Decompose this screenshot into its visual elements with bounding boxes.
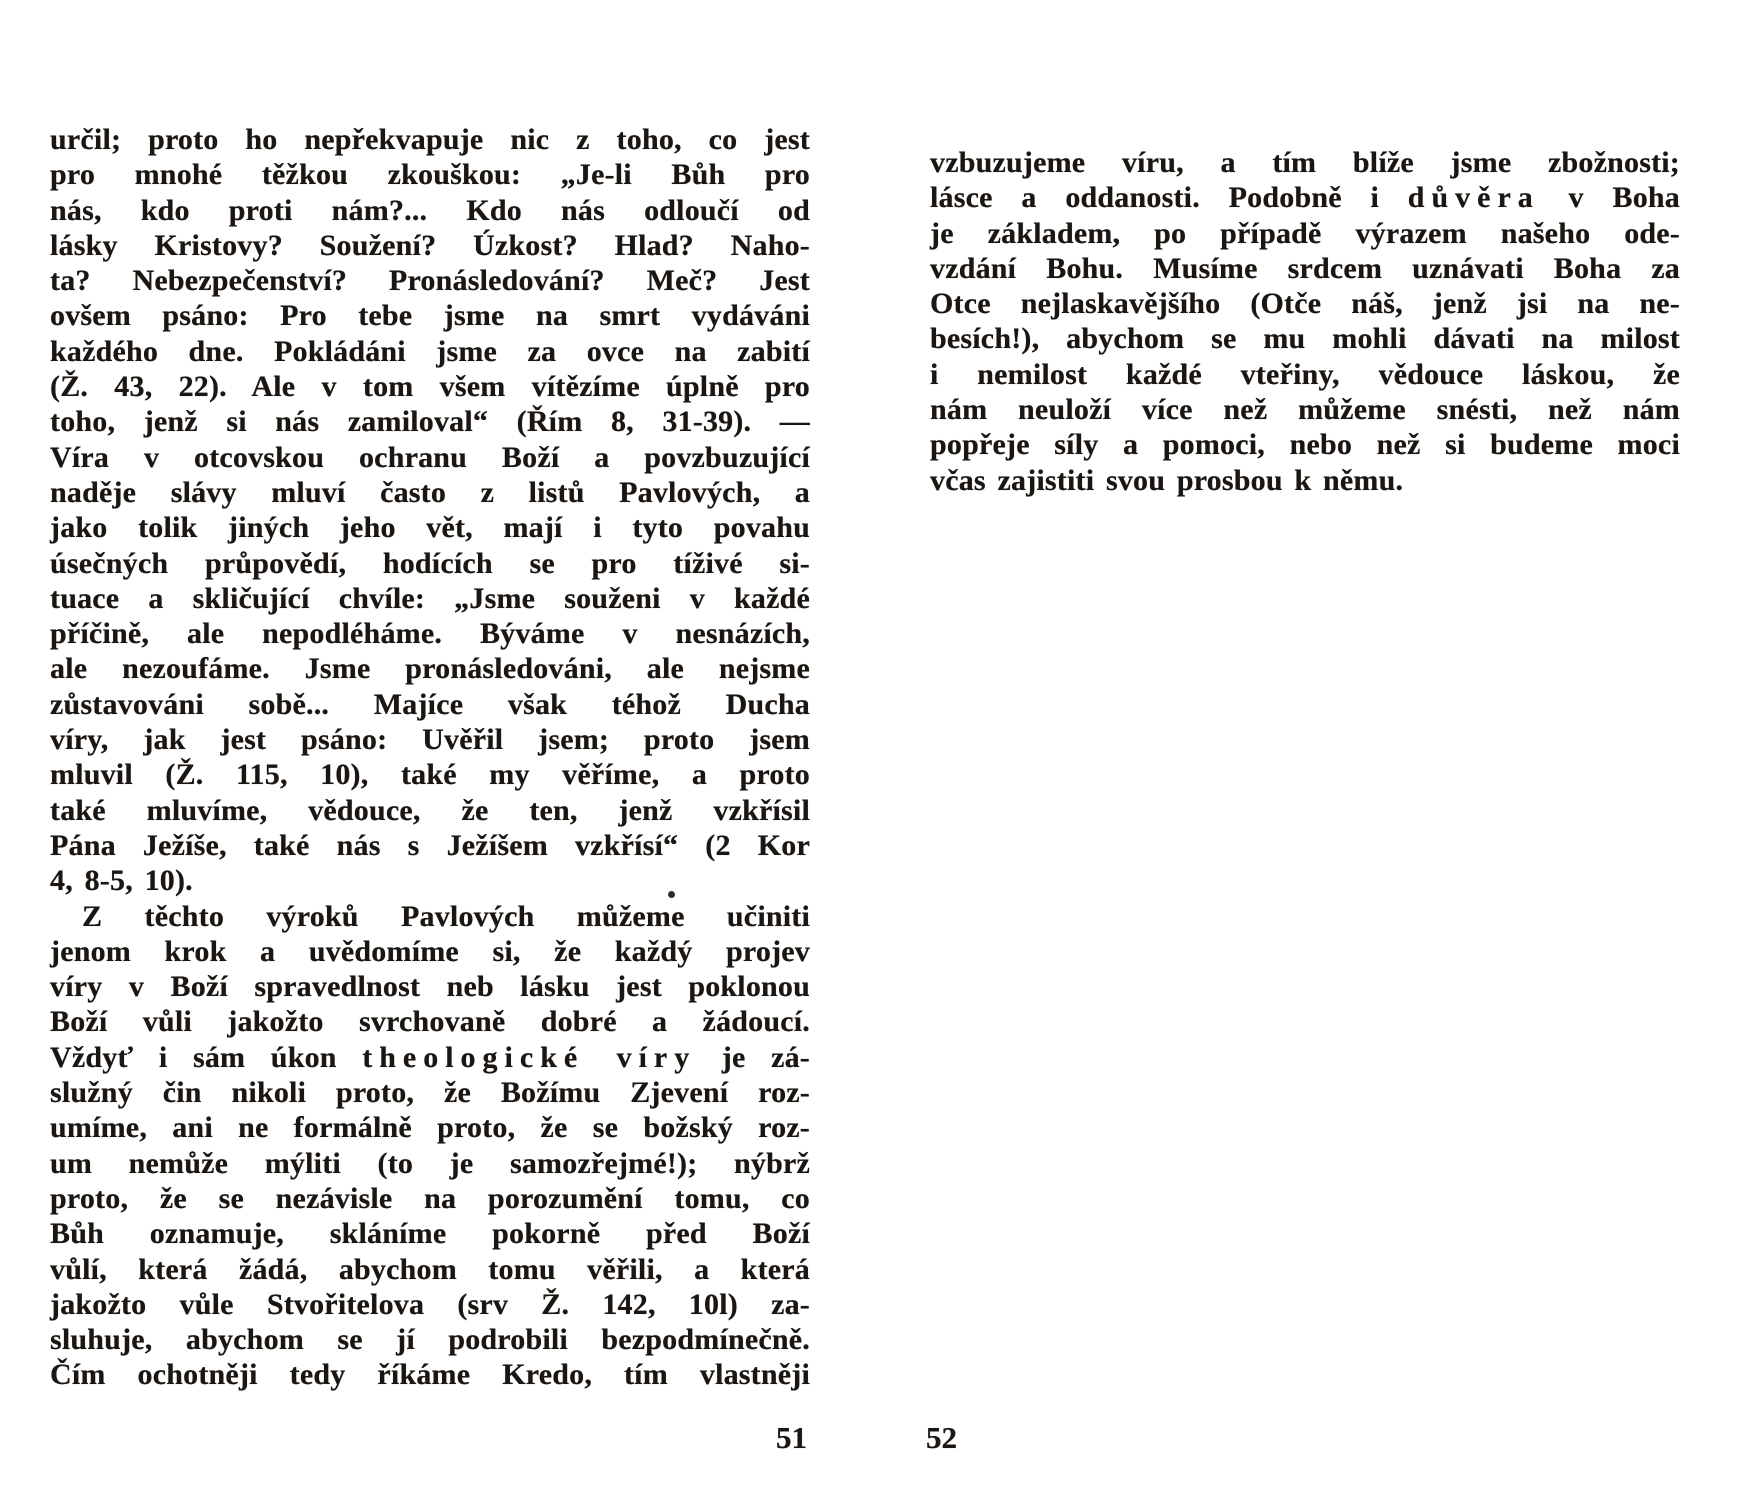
- text-line: mluvil (Ž. 115, 10), také my věříme, a proto: [50, 758, 810, 792]
- text-line: i nemilost každé vteřiny, vědouce láskou, že: [930, 357, 1680, 391]
- text-line: Z těchto výroků Pavlových můžeme učiniti: [82, 899, 810, 933]
- text-line: vzdání Bohu. Musíme srdcem uznávati Boha za: [930, 251, 1680, 285]
- text-line: každého dne. Pokládáni jsme za ovce na zabití: [50, 334, 810, 368]
- text-line: víry v Boží spravedlnost neb lásku jest poklonou: [50, 970, 810, 1004]
- text-line: Pána Ježíše, také nás s Ježíšem vzkřísí“ (2 Kor: [50, 828, 810, 862]
- text-line: nás, kdo proti nám?... Kdo nás odloučí od: [50, 193, 810, 227]
- text-line: jenom krok a uvědomíme si, že každý projev: [50, 934, 810, 968]
- text-line: zůstavováni sobě... Majíce však téhož Ducha: [50, 687, 810, 721]
- text-line: naděje slávy mluví často z listů Pavlových, a: [50, 475, 810, 509]
- text-line: Boží vůli jakožto svrchovaně dobré a žádoucí.: [50, 1005, 810, 1039]
- text-line: jako tolik jiných jeho vět, mají i tyto povahu: [50, 511, 810, 545]
- text-line: ovšem psáno: Pro tebe jsme na smrt vydáváni: [50, 299, 810, 333]
- page-number-left: 51: [776, 1420, 807, 1455]
- text-line: úsečných průpovědí, hodících se pro tíživé si-: [50, 546, 810, 580]
- letterspaced-emphasis: důvěra: [1407, 181, 1540, 215]
- left-page-text: [50, 122, 810, 1393]
- text-line: proto, že se nezávisle na porozumění tomu, co: [50, 1181, 810, 1215]
- text-line: lásky Kristovy? Soužení? Úzkost? Hlad? Naho-: [50, 228, 810, 262]
- text-line: vzbuzujeme víru, a tím blíže jsme zbožnosti;: [930, 146, 1680, 179]
- text-line: um nemůže mýliti (to je samozřejmé!); nýbrž: [50, 1146, 810, 1180]
- text-line: toho, jenž si nás zamiloval“ (Řím 8, 31-39). —: [50, 405, 810, 439]
- ink-speck: [668, 891, 675, 898]
- text-line: také mluvíme, vědouce, že ten, jenž vzkřísil: [50, 793, 810, 827]
- text-line: Otce nejlaskavějšího (Otče náš, jenž jsi na ne-: [930, 287, 1680, 321]
- text-line: je základem, po případě výrazem našeho ode-: [930, 216, 1680, 250]
- text-line: tuace a skličující chvíle: „Jsme souženi v každé: [50, 581, 810, 615]
- text-line: příčině, ale nepodléháme. Býváme v nesnázích,: [50, 617, 810, 651]
- text-line: jakožto vůle Stvořitelova (srv Ž. 142, 10l) za-: [50, 1287, 810, 1321]
- right-page-text: [930, 145, 1680, 498]
- text-line: včas zajistiti svou prosbou k němu.: [930, 463, 1404, 497]
- text-line: Víra v otcovskou ochranu Boží a povzbuzující: [50, 440, 810, 474]
- text-line: umíme, ani ne formálně proto, že se božský roz-: [50, 1111, 810, 1145]
- text-line: ta? Nebezpečenství? Pronásledování? Meč? Jest: [50, 264, 810, 298]
- text-line: Bůh oznamuje, skláníme pokorně před Boží: [50, 1217, 810, 1251]
- text-line: besích!), abychom se mu mohli dávati na milost: [930, 322, 1680, 356]
- text-line: popřeje síly a pomoci, nebo než si budeme moci: [930, 428, 1680, 462]
- text-line: Čím ochotněji tedy říkáme Kredo, tím vlastněji: [50, 1358, 810, 1392]
- text-line: 4, 8-5, 10).: [50, 864, 193, 898]
- text-line: sluhuje, abychom se jí podrobili bezpodmínečně.: [50, 1323, 810, 1357]
- text-line: ale nezoufáme. Jsme pronásledováni, ale nejsme: [50, 652, 810, 686]
- text-line: lásce a oddanosti. Podobně i důvěra v Boha: [930, 181, 1680, 215]
- text-line: nám neuloží více než můžeme snésti, než nám: [930, 393, 1680, 427]
- text-line: víry, jak jest psáno: Uvěřil jsem; proto jsem: [50, 723, 810, 757]
- text-line: pro mnohé těžkou zkouškou: „Je-li Bůh pro: [50, 158, 810, 192]
- text-line: služný čin nikoli proto, že Božímu Zjevení roz-: [50, 1076, 810, 1110]
- text-line: (Ž. 43, 22). Ale v tom všem vítězíme úplně pro: [50, 370, 810, 404]
- letterspaced-emphasis: theologické víry: [362, 1040, 697, 1074]
- text-line: určil; proto ho nepřekvapuje nic z toho, co jest: [50, 123, 810, 156]
- text-line: vůlí, která žádá, abychom tomu věřili, a která: [50, 1252, 810, 1286]
- page-number-right: 52: [926, 1420, 957, 1455]
- text-line: Vždyť i sám úkon theologické víry je zá-: [50, 1040, 810, 1074]
